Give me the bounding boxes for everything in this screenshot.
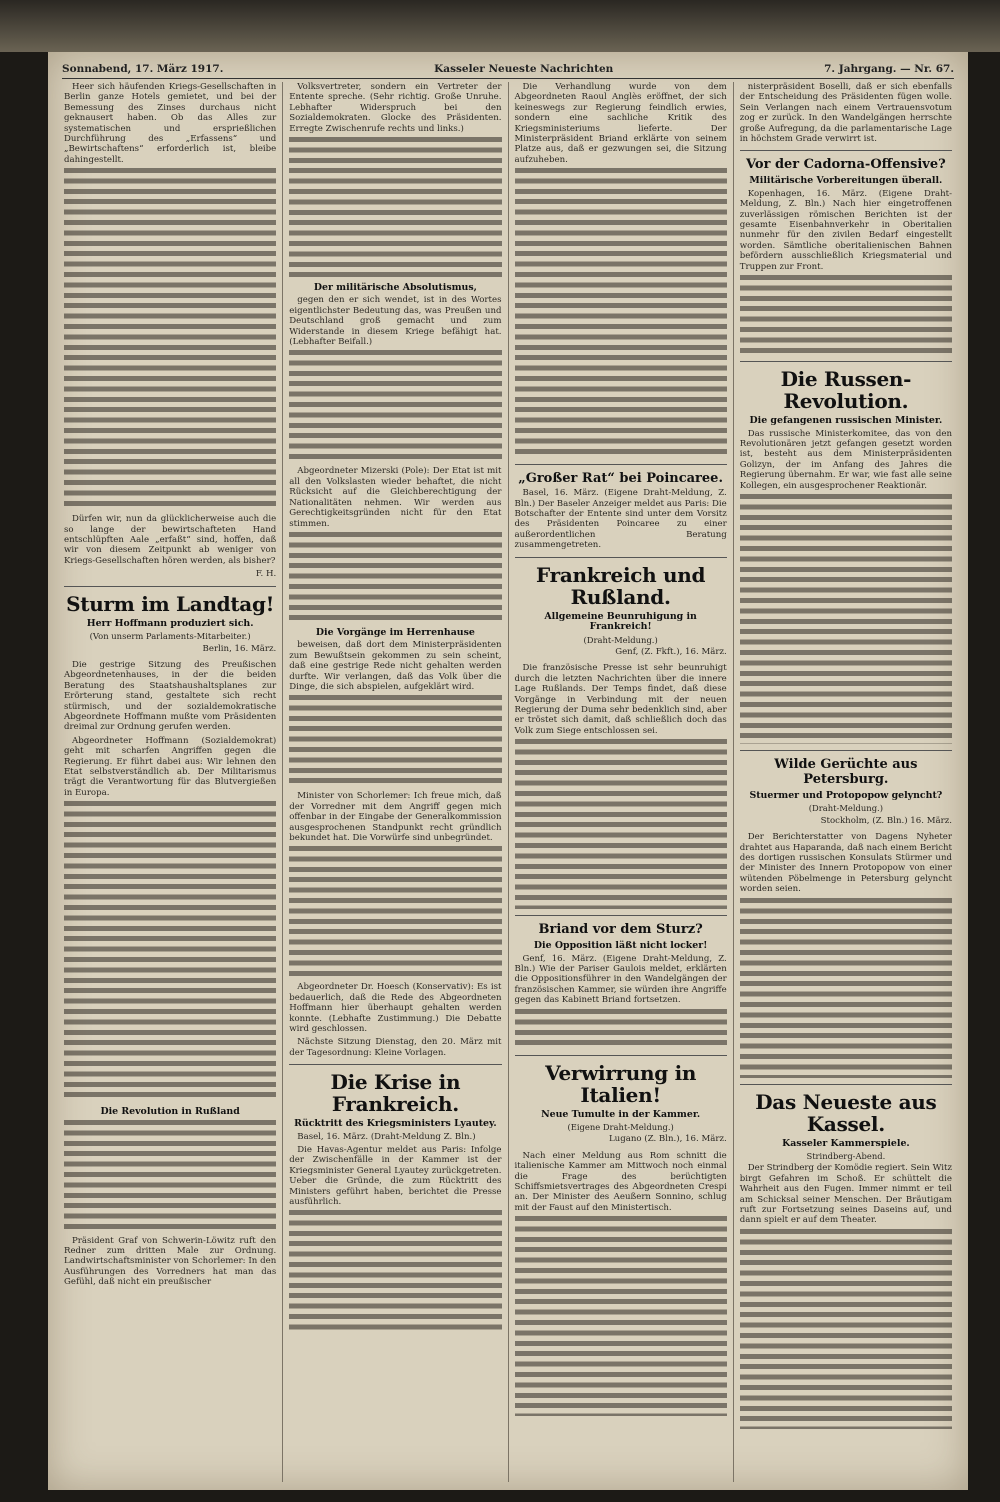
body-text-block (515, 739, 727, 909)
article-columns (58, 82, 958, 1482)
divider (515, 1055, 727, 1056)
article-paragraph: Die Havas-Agentur meldet aus Paris: Infolge der Zwischenfälle in der Kammer ist der Kriegsminister General Lyautey zurückgetreten. Ueber die Gründe, die zum Rücktritt des Ministers geführt haben, berichtet die Presse ausführlich. (289, 1145, 502, 1208)
subheadline: Rücktritt des Kriegsministers Lyautey. (294, 1118, 497, 1130)
dateline: Berlin, 16. März. (202, 643, 277, 654)
divider (515, 557, 727, 558)
subheadline: Allgemeine Beunruhigung in Frankreich! (544, 610, 697, 633)
author-signature: F. H. (255, 569, 277, 580)
headline-cadorna-offensive: Vor der Cadorna-Offensive? (746, 157, 946, 173)
body-text-block (64, 1120, 276, 1230)
divider (289, 1064, 501, 1065)
subheadline: Herr Hoffmann produziert sich. (86, 617, 254, 629)
newspaper-page (48, 52, 968, 1490)
section-heading: Die Vorgänge im Herrenhause (315, 626, 475, 638)
body-text-block (515, 1216, 727, 1416)
section-heading: Die Revolution in Rußland (100, 1106, 240, 1118)
headline-neueste-aus-kassel: Das Neueste aus Kassel. (755, 1089, 937, 1136)
column-4 (734, 82, 958, 1482)
subheadline: Militärische Vorbereitungen überall. (749, 175, 943, 187)
scan-top-edge (0, 0, 1000, 52)
column-3 (509, 82, 734, 1482)
masthead (62, 60, 954, 79)
article-paragraph: Abgeordneter Dr. Hoesch (Konservativ): Es ist bedauerlich, daß die Rede des Abgeordneten Hoffmann hier überhaupt gehalten werden konnte. (Lebhafte Zustimmung.) Die Debatte wird geschlossen. (289, 982, 502, 1034)
body-text-block (740, 1229, 952, 1429)
body-text-block (515, 1009, 727, 1049)
article-paragraph: Der Berichterstatter von Dagens Nyheter drahtet aus Haparanda, daß nach einem Bericht des dortigen russischen Konsulats Stürmer und der Minister des Innern Protopopow von einer wütenden Pöbelmenge in Petersburg gelyncht worden seien. (739, 832, 952, 895)
article-paragraph: gegen den er sich wendet, ist in des Wortes eigentlichster Bedeutung das, was Preußen und Deutschland groß gemacht und zum Widerstande in diesem Kriege befähigt hat. (Lebhafter Beifall.) (289, 295, 502, 348)
article-paragraph: Minister von Schorlemer: Ich freue mich, daß der Vorredner mit dem Angriff gegen mich offenbar in der Eingabe der Generalkommission ausgesprochenen Standpunkt recht gründlich bekundet hat. Die Vorwürfe sind unbegründet. (289, 791, 502, 843)
source-note: (Draht-Meldung.) (583, 634, 658, 645)
divider (740, 750, 952, 751)
divider (515, 915, 727, 916)
article-paragraph: Die französische Presse ist sehr beunruhigt durch die letzten Nachrichten über die innere Lage Rußlands. Der Temps findet, daß diese Vorgänge in Verbindung mit der neuen Regierung der Duma sehr bedenklich sind, aber er tröstet sich damit, daß schließlich doch das Volk zum Siege entschlossen sei. (514, 663, 727, 736)
headline-sturm-im-landtag: Sturm im Landtag! (66, 591, 275, 616)
headline-grosser-rat: „Großer Rat“ bei Poincaree. (518, 471, 723, 487)
divider (64, 586, 276, 587)
article-paragraph: Volksvertreter, sondern ein Vertreter der Entente spreche. (Sehr richtig. Große Unruhe. Lebhafter Widerspruch bei den Sozialdemokraten. Glocke des Präsidenten. Erregte Zwischenrufe rechts und links.) (289, 82, 502, 134)
column-2 (283, 82, 508, 1482)
headline-frankreich-und-russland: Frankreich und Rußland. (536, 562, 706, 609)
article-paragraph: beweisen, daß dort dem Ministerpräsidenten zum Bewußtsein gekommen zu sein scheint, daß eine gestrige Rede nicht gehalten werden durfte. Wir verlangen, daß das Volk über die Dinge, die sich abspielen, aufgeklärt wird. (289, 640, 502, 692)
body-text-block (740, 898, 952, 1078)
article-paragraph: nisterpräsident Boselli, daß er sich ebenfalls der Entscheidung des Präsidenten fügen wolle. Sein Verlangen nach einem Vertrauensvotum zog er zurück. In den Wandelgängen herrschte große Aufregung, da die parlamentarische Lage in höchstem Grade verwirrt ist. (739, 82, 952, 145)
subheadline-secondary: Strindberg-Abend. (806, 1151, 886, 1161)
dateline: Genf, (Z. Fkft.), 16. März. (615, 646, 727, 657)
headline-wilde-geruechte: Wilde Gerüchte aus Petersburg. (774, 756, 918, 787)
subheadline: Die Opposition läßt nicht locker! (533, 940, 708, 952)
body-text-block (740, 494, 952, 744)
subheadline: Kasseler Kammerspiele. (782, 1137, 910, 1149)
article-paragraph: Nächste Sitzung Dienstag, den 20. März mit der Tagesordnung: Kleine Vorlagen. (289, 1037, 502, 1058)
headline-krise-in-frankreich: Die Krise in Frankreich. (330, 1070, 461, 1117)
article-paragraph: Die Verhandlung wurde von dem Abgeordneten Raoul Anglès eröffnet, der sich keineswegs zur Regierung feindlich erwies, sondern eine sachliche Kritik des Kriegsministeriums lieferte. Der Ministerpräsident Briand erklärte von seinem Platze aus, daß er gezwungen sei, die Sitzung aufzuheben. (514, 82, 727, 165)
article-paragraph: Der Strindberg der Komödie regiert. Sein Witz birgt Gefahren im Schoß. Er schüttelt die Wahrheit aus den Fugen. Immer nimmt er teil am Schicksal seiner Menschen. Der Bräutigam ruft zur Fortsetzung seines Daseins auf, und dann spielt er auf dem Theater. (739, 1163, 952, 1226)
divider (740, 1084, 952, 1085)
body-text-block (289, 1210, 501, 1330)
dateline: Basel, 16. März. (Draht-Meldung Z. Bln.) (297, 1131, 476, 1142)
subheadline: Die gefangenen russischen Minister. (749, 415, 943, 427)
volume-number: 7. Jahrgang. — Nr. 67. (824, 63, 954, 75)
subheadline: Neue Tumulte in der Kammer. (541, 1108, 701, 1120)
column-1 (58, 82, 283, 1482)
article-paragraph: Das russische Ministerkomitee, das von den Revolutionären jetzt gefangen gesetzt worden ist, besteht aus dem Ministerpräsidenten Golizyn, der im Anfang des Jahres die Regierung übernahm. Er war, wie fast alle seine Kollegen, ein ausgesprochener Reaktionär. (739, 428, 952, 491)
body-text-block (289, 532, 501, 622)
source-note: (Eigene Draht-Meldung.) (567, 1122, 674, 1132)
divider (740, 150, 952, 151)
dateline: Stockholm, (Z. Bln.) 16. März. (820, 815, 952, 826)
byline: (Von unserm Parlaments-Mitarbeiter.) (89, 631, 251, 642)
body-text-block (64, 168, 276, 508)
article-paragraph: Dürfen wir, nun da glücklicherweise auch die so lange der bewirtschafteten Hand entschlüpften Aale „erfaßt“ sind, hoffen, daß wir von diesem Zeitpunkt ab weniger von Kriegs-Gesellschaften hören werden, als bisher? (64, 514, 277, 566)
divider (515, 464, 727, 465)
divider (740, 361, 952, 362)
dateline: Lugano (Z. Bln.), 16. März. (608, 1134, 727, 1145)
source-note: (Draht-Meldung.) (808, 803, 883, 814)
headline-briand-vor-dem-sturz: Briand vor dem Sturz? (538, 922, 703, 938)
issue-date: Sonnabend, 17. März 1917. (62, 63, 224, 75)
body-text-block (289, 350, 501, 460)
headline-verwirrung-in-italien: Verwirrung in Italien! (545, 1060, 697, 1107)
article-paragraph: Kopenhagen, 16. März. (Eigene Draht-Meldung, Z. Bln.) Nach hier eingetroffenen zuverlässigen römischen Berichten ist der gesamte Eisenbahnverkehr in Oberitalien nunmehr für den zivilen Bedarf eingestellt worden. Sämtliche oberitalienischen Bahnen befördern ausschließlich Kriegsmaterial und Truppen zur Front. (739, 188, 952, 272)
headline-russen-revolution: Die Russen-Revolution. (780, 367, 912, 414)
newspaper-title: Kasseler Neueste Nachrichten (434, 63, 614, 75)
subheadline: Stuermer und Protopopow gelyncht? (749, 789, 943, 801)
article-paragraph: Die gestrige Sitzung des Preußischen Abgeordnetenhauses, in der die beiden Beratung des Staatshaushaltsplanes zur Erörterung stand, gestaltete sich recht stürmisch, und der sozialdemokratische Abgeordnete Hoffmann mußte vom Präsidenten dreimal zur Ordnung gerufen werden. (64, 659, 277, 733)
body-text-block (515, 168, 727, 458)
article-paragraph: Basel, 16. März. (Eigene Draht-Meldung, Z. Bln.) Der Baseler Anzeiger meldet aus Paris: Die Botschafter der Entente sind unter dem Vorsitz des Präsidenten Poincaree zu einer außerordentlichen Beratung zusammengetreten. (514, 488, 727, 551)
body-text-block (289, 137, 501, 277)
body-text-block (289, 695, 501, 785)
article-paragraph: Genf, 16. März. (Eigene Draht-Meldung, Z. Bln.) Wie der Pariser Gaulois meldet, erklärten die Oppositionsführer in den Wandelgängen der französischen Kammer, sie würden ihre Angriffe gegen das Kabinett Briand fortsetzen. (514, 953, 727, 1006)
body-text-block (740, 275, 952, 355)
article-paragraph: Nach einer Meldung aus Rom schnitt die italienische Kammer am Mittwoch noch einmal die Frage des berüchtigten Schiffsmietsvertrages des Abgeordneten Crespi an. Der Minister des Aeußern Sonnino, schlug mit der Faust auf den Ministertisch. (514, 1150, 727, 1213)
article-paragraph: Abgeordneter Mizerski (Pole): Der Etat ist mit all den Volkslasten wieder behaftet, die nicht Rücksicht auf die Gleichberechtigung der Nationalitäten nehmen. Wir werden aus Gerechtigkeitsgründen nicht für den Etat stimmen. (289, 466, 502, 529)
article-paragraph: Heer sich häufenden Kriegs-Gesellschaften in Berlin ganze Hotels gemietet, und bei der Bemessung des Zinses durchaus nicht geknausert haben. Ob das Alles zur systematischen und ersprießlichen Durchführung des „Erfassens“ und „Bewirtschaftens“ erforderlich ist, bleibe dahingestellt. (64, 82, 277, 165)
article-paragraph: Abgeordneter Hoffmann (Sozialdemokrat) geht mit scharfen Angriffen gegen die Regierung. Er führt dabei aus: Wir lehnen den Etat selbstverständlich ab. Der Militarismus trägt die Verantwortung für das Blutvergießen in Europa. (64, 735, 277, 798)
article-paragraph: Präsident Graf von Schwerin-Löwitz ruft den Redner zum dritten Male zur Ordnung. Landwirtschaftsminister von Schorlemer: In den Ausführungen des Vorredners hat man das Gefühl, daß nicht ein preußischer (64, 1235, 277, 1288)
body-text-block (64, 801, 276, 1101)
section-heading: Der militärische Absolutismus, (313, 282, 477, 294)
body-text-block (289, 846, 501, 976)
